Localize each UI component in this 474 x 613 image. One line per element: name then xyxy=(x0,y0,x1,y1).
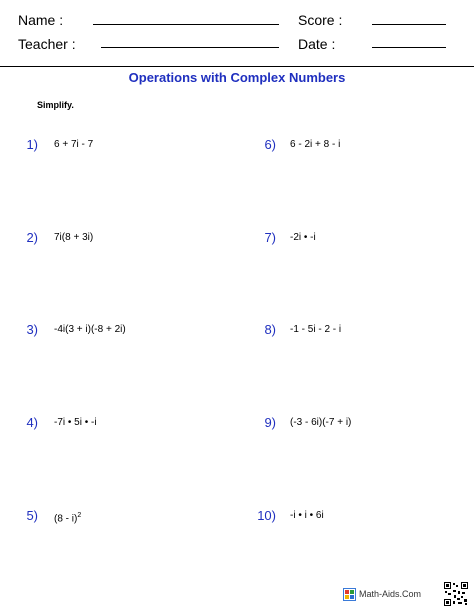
score-line xyxy=(372,24,446,25)
problem-number: 7) xyxy=(264,230,276,245)
problem-number: 6) xyxy=(264,137,276,152)
problem-expression: (-3 - 6i)(-7 + i) xyxy=(290,417,352,428)
logo-icon xyxy=(343,588,356,601)
logo-text: Math-Aids.Com xyxy=(359,589,422,599)
teacher-label: Teacher : xyxy=(18,36,76,52)
problem-expression: -7i • 5i • -i xyxy=(54,417,97,428)
problem-expression: -4i(3 + i)(-8 + 2i) xyxy=(54,324,126,335)
score-label: Score : xyxy=(298,12,343,28)
problem-expression: -2i • -i xyxy=(290,232,316,243)
problem-number: 4) xyxy=(26,415,38,430)
problem-number: 1) xyxy=(26,137,38,152)
instruction: Simplify. xyxy=(37,100,74,110)
name-line xyxy=(93,24,279,25)
qr-code-icon xyxy=(444,582,468,606)
expression-base: (8 - i) xyxy=(54,513,78,525)
problem-number: 8) xyxy=(264,322,276,337)
date-label: Date : xyxy=(298,36,336,52)
problem-number: 5) xyxy=(26,508,38,523)
problem-expression: -i • i • 6i xyxy=(290,510,324,521)
problem-expression: 6 + 7i - 7 xyxy=(54,139,94,150)
problem-number: 10) xyxy=(257,508,276,523)
date-line xyxy=(372,47,446,48)
worksheet-title: Operations with Complex Numbers xyxy=(128,70,346,85)
header-divider xyxy=(0,66,474,67)
teacher-line xyxy=(101,47,279,48)
problem-number: 3) xyxy=(26,322,38,337)
math-aids-logo xyxy=(343,586,427,602)
problem-number: 9) xyxy=(264,415,276,430)
problem-expression: 7i(8 + 3i) xyxy=(54,232,94,243)
name-label: Name : xyxy=(18,12,64,28)
problem-expression xyxy=(54,510,81,525)
problem-number: 2) xyxy=(26,230,38,245)
problem-expression: 6 - 2i + 8 - i xyxy=(290,139,341,150)
problem-expression: -1 - 5i - 2 - i xyxy=(290,324,342,335)
expression-exponent: 2 xyxy=(77,512,82,519)
